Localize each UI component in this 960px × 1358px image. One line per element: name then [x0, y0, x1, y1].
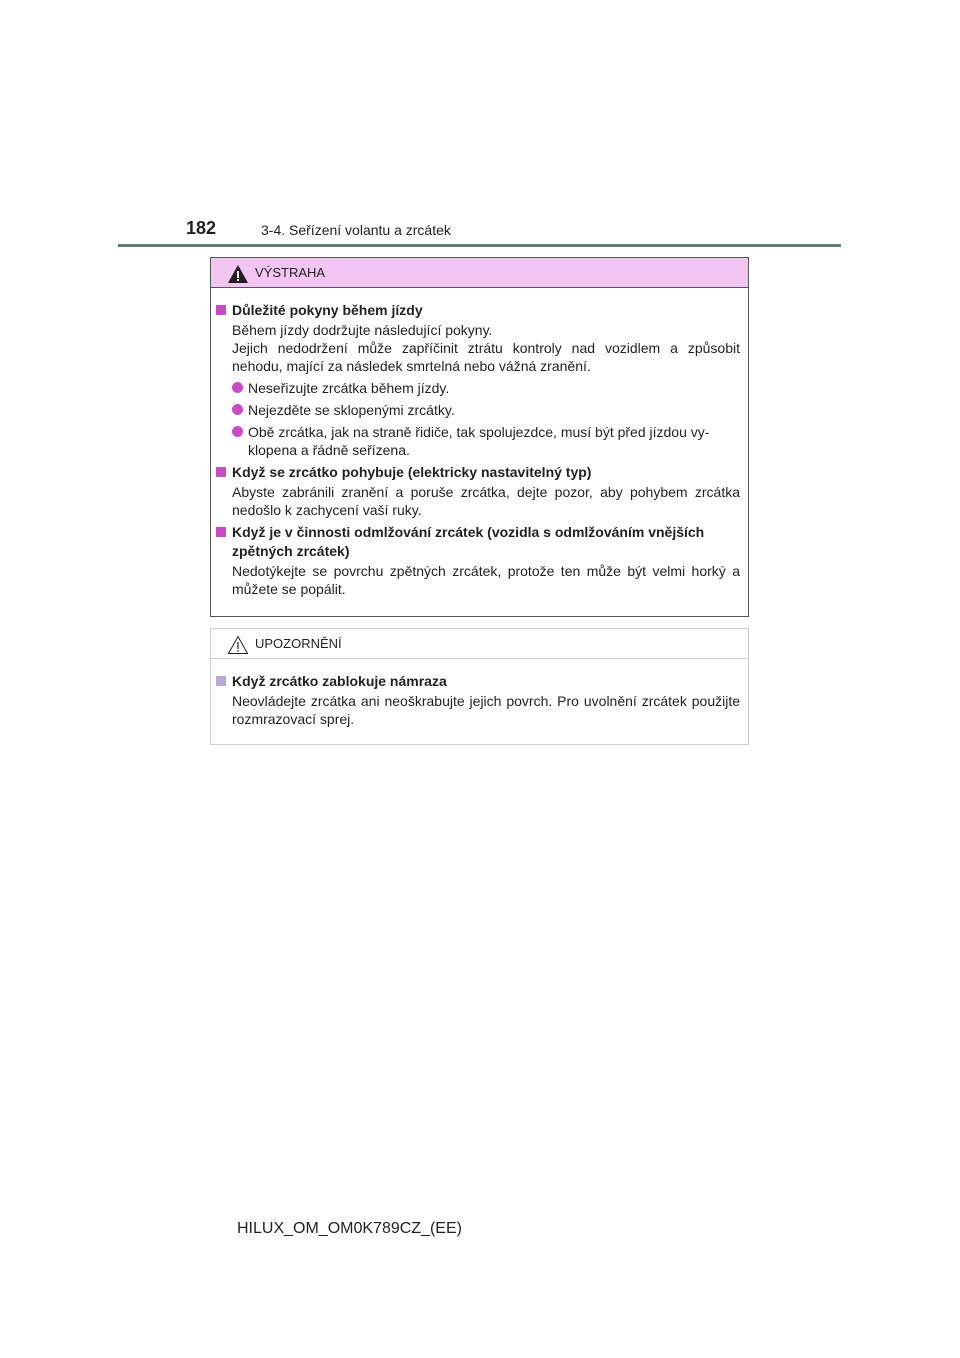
bullet-item: Obě zrcátka, jak na straně řidiče, tak spolujezdce, musí být před jízdou vy-klopena a řádně seřízena. — [216, 423, 740, 459]
section-heading: Když je v činnosti odmlžování zrcátek (vozidla s odmlžováním vnějších zpětných zrcátek) — [216, 523, 740, 561]
warning-triangle-filled-icon — [227, 264, 249, 284]
square-bullet-icon — [216, 305, 226, 315]
section-heading: Když se zrcátko pohybuje (elektricky nastavitelný typ) — [216, 463, 740, 482]
paragraph: Neovládejte zrcátka ani neoškrabujte jejich povrch. Pro uvolnění zrcátek použijte rozmrazovací sprej. — [232, 693, 740, 727]
bullet-item: Neseřizujte zrcátka během jízdy. — [216, 379, 740, 397]
page-number: 182 — [186, 218, 217, 238]
caution-header — [211, 629, 748, 659]
header-divider — [118, 244, 841, 247]
warning-header — [211, 258, 748, 288]
caution-box — [210, 628, 749, 745]
caution-label: UPOZORNĚNÍ — [255, 636, 342, 651]
section-title: 3-4. Seřízení volantu a zrcátek — [261, 222, 451, 238]
warning-box — [210, 257, 749, 617]
document-code: HILUX_OM_OM0K789CZ_(EE) — [237, 1220, 462, 1237]
warning-body — [211, 288, 748, 598]
bullet-item: Nejezděte se sklopenými zrcátky. — [216, 401, 740, 419]
caution-body — [211, 659, 748, 728]
paragraph: Abyste zabránili zranění a poruše zrcátka, dejte pozor, aby pohybem zrcátka nedošlo k zachycení vaší ruky. — [232, 484, 740, 518]
square-bullet-icon — [216, 467, 226, 477]
warning-label: VÝSTRAHA — [255, 265, 326, 280]
paragraph: Během jízdy dodržujte následující pokyny. — [232, 322, 493, 338]
section-heading: Když zrcátko zablokuje námraza — [216, 672, 740, 691]
square-bullet-icon — [216, 676, 226, 686]
paragraph: Jejich nedodržení může zapříčinit ztrátu kontroly nad vozidlem a způsobit nehodu, mající za následek smrtelná nebo vážná zranění. — [232, 340, 740, 374]
round-bullet-icon — [232, 426, 243, 437]
round-bullet-icon — [232, 382, 243, 393]
section-heading: Důležité pokyny během jízdy — [216, 301, 740, 320]
caution-triangle-outline-icon — [227, 635, 249, 655]
square-bullet-icon — [216, 527, 226, 537]
paragraph: Nedotýkejte se povrchu zpětných zrcátek, protože ten může být velmi horký a můžete se popálit. — [232, 563, 740, 597]
round-bullet-icon — [232, 404, 243, 415]
